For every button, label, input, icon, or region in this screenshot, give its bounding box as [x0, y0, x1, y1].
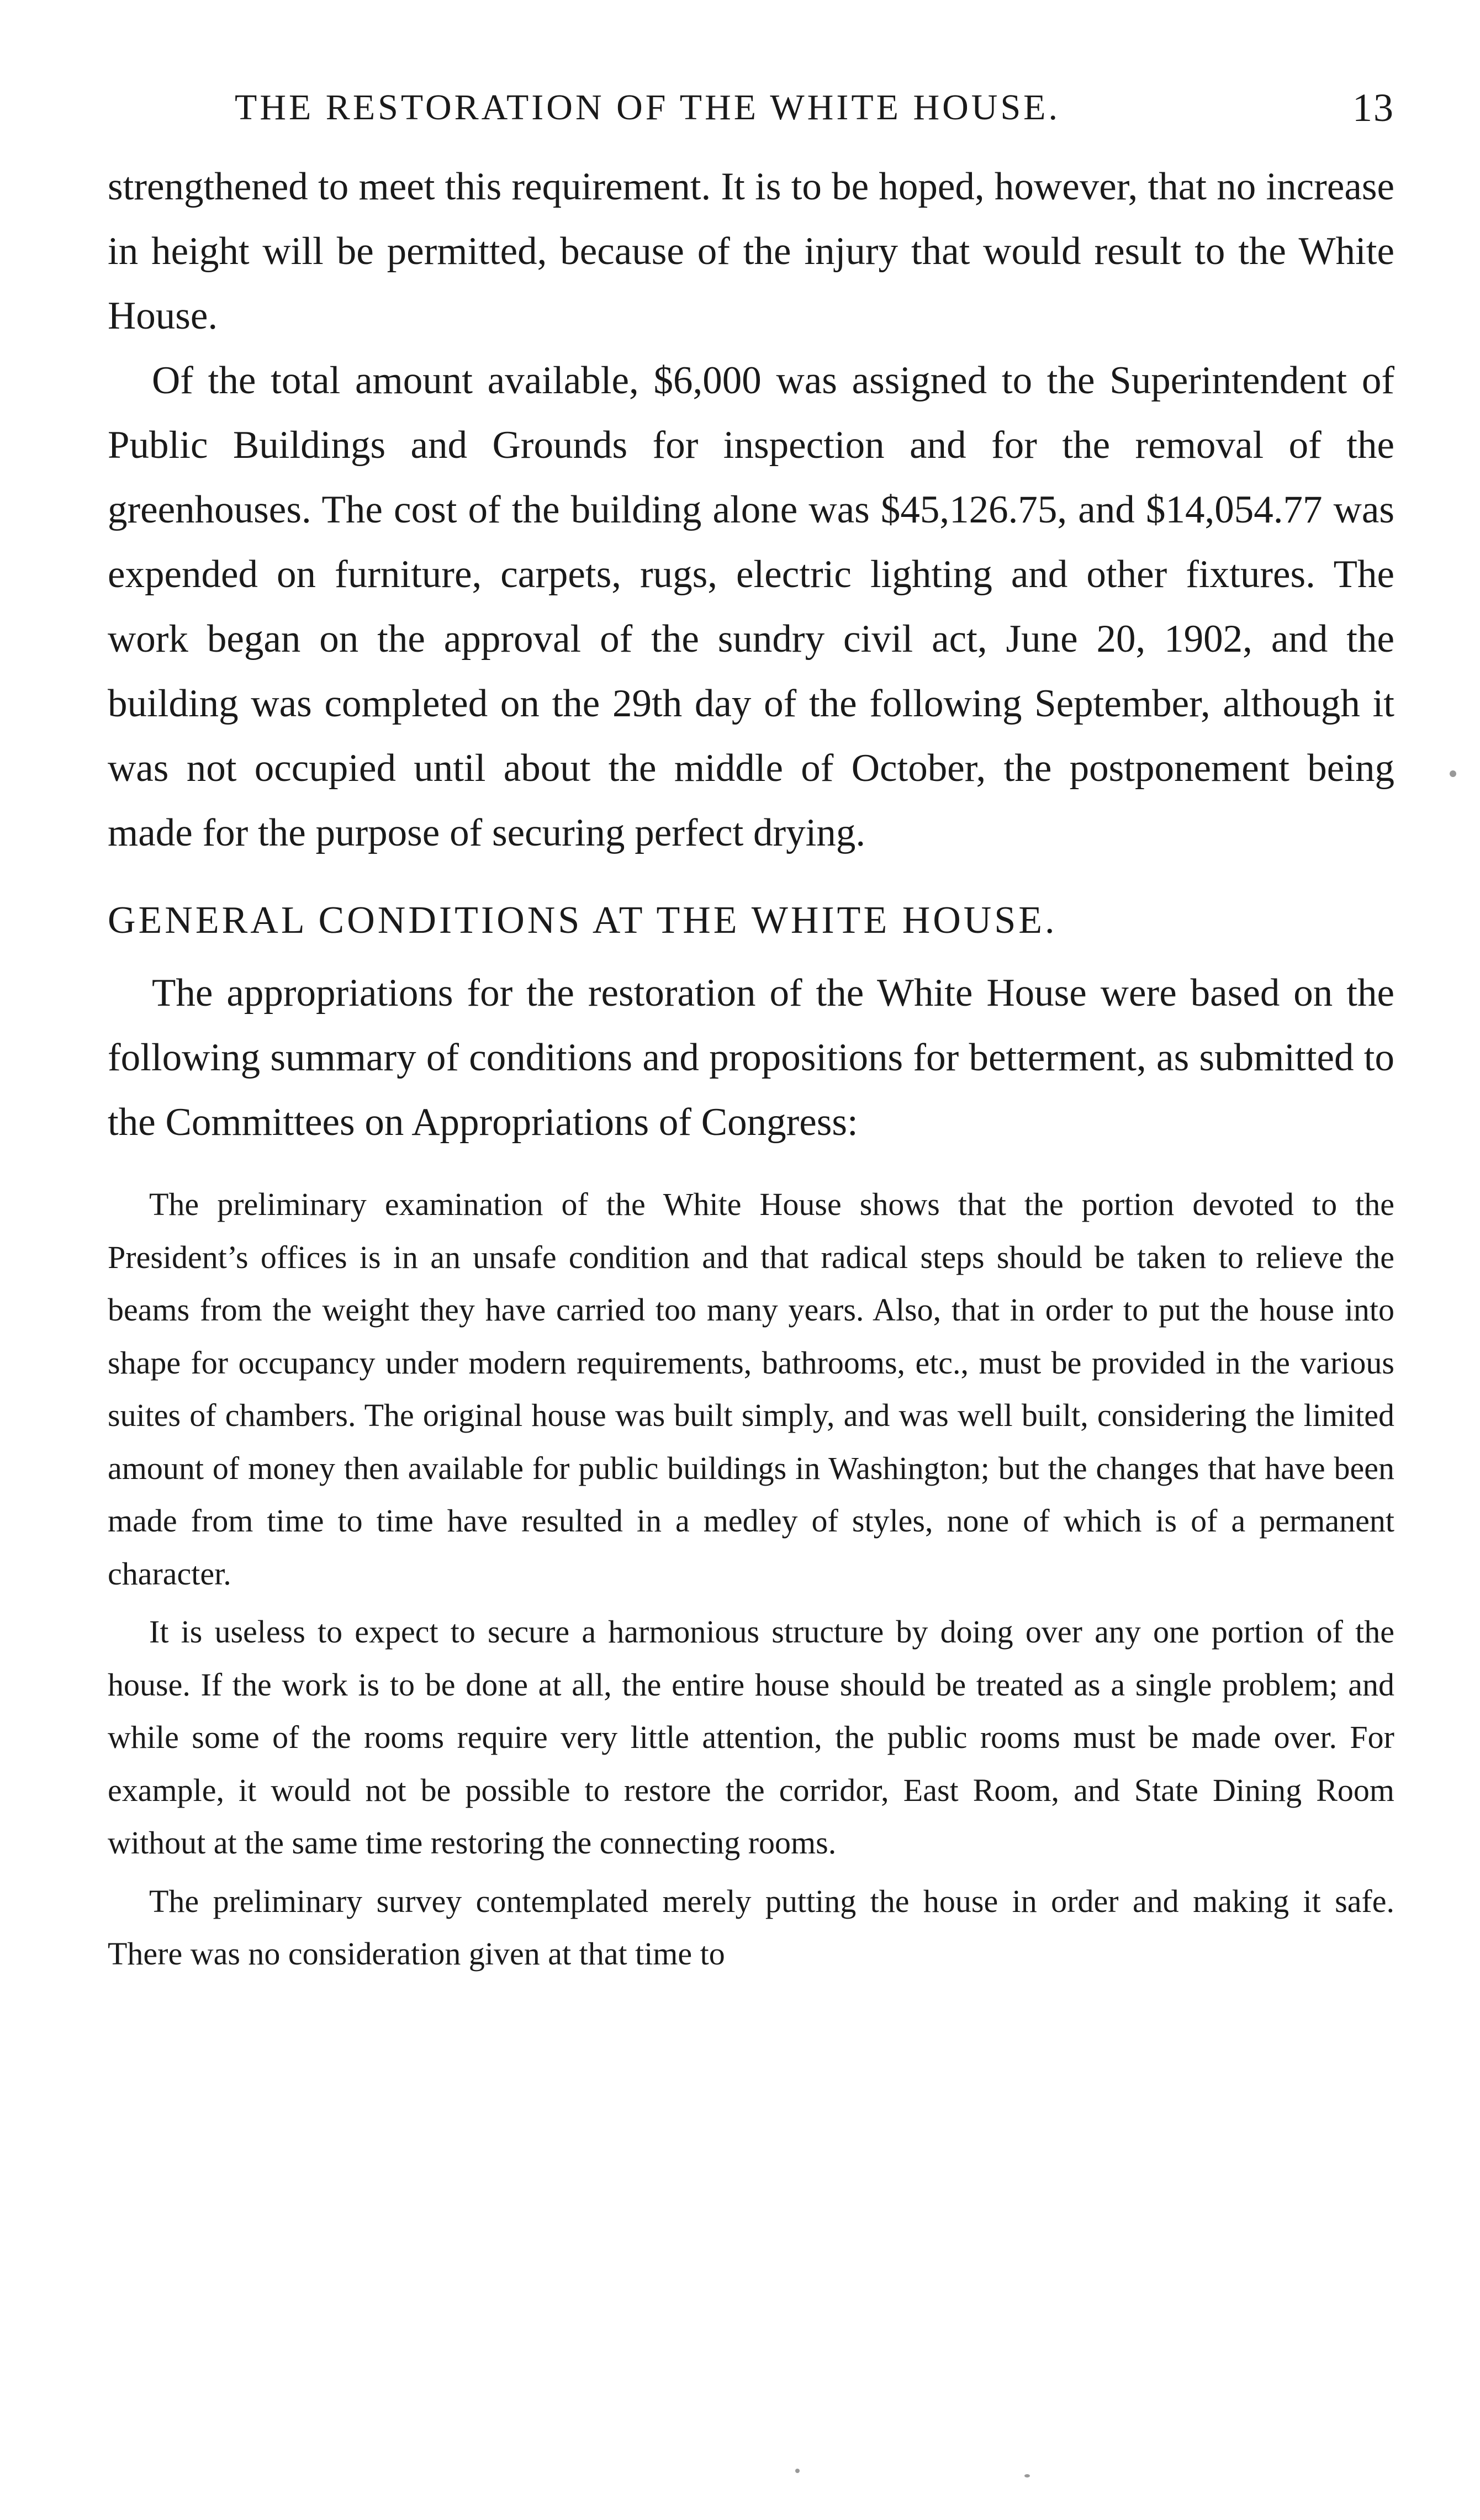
- page-number: 13: [1352, 86, 1394, 130]
- ink-speck: [795, 2469, 800, 2473]
- quoted-paragraph-examination: The preliminary examination of the White House shows that the portion devoted to the President’s offices is in an unsafe condition and that radical steps should be taken to relieve the beams from the weight they have carried too many years. Also, that in order to put the house into shape for occupancy under modern requirements, bathrooms, etc., must be provided in the various suites of chambers. The original house was built simply, and was well built, considering the limited amount of money then available for public buildings in Washington; but the changes that have been made from time to time have resulted in a medley of styles, none of which is of a permanent character.: [108, 1186, 1394, 1592]
- section-intro-block: [108, 961, 1394, 1155]
- quoted-paragraph-harmonious: It is useless to expect to secure a harmonious structure by doing over any one portion of the house. If the work is to be done at all, the entire house should be treated as a single problem; and while some of the rooms require very little attention, the public rooms must be made over. For example, it would not be possible to restore the corridor, East Room, and State Dining Room without at the same time restoring the connecting rooms.: [108, 1614, 1394, 1861]
- running-title: THE RESTORATION OF THE WHITE HOUSE.: [235, 87, 1060, 128]
- section-intro-paragraph: The appropriations for the restoration of the White House were based on the following summary of conditions and propositions for betterment, as submitted to the Committees on Appropriations of Congress:: [108, 971, 1394, 1144]
- quoted-summary: [108, 1178, 1394, 1980]
- quoted-paragraph-survey: The preliminary survey contemplated merely putting the house in order and making it safe. There was no consideration given at that time to: [108, 1883, 1394, 1972]
- section-heading: GENERAL CONDITIONS AT THE WHITE HOUSE.: [108, 899, 1058, 942]
- body-paragraph-continued: strengthened to meet this requirement. It is to be hoped, however, that no increase in height will be permitted, because of the injury that would result to the White House.: [108, 165, 1394, 337]
- running-head: [108, 83, 1394, 133]
- body-paragraph-costs: Of the total amount available, $6,000 was assigned to the Superintendent of Public Buildings and Grounds for inspection and for the removal of the greenhouses. The cost of the building alone was $45,126.75, and $14,054.77 was expended on furniture, carpets, rugs, electric lighting and other fixtures. The work began on the approval of the sundry civil act, June 20, 1902, and the building was completed on the 29th day of the following September, although it was not occupied until about the middle of October, the postponement being made for the purpose of securing perfect drying.: [108, 359, 1394, 854]
- body-text: [108, 155, 1394, 865]
- ink-speck: [1450, 770, 1456, 777]
- ink-speck: [1024, 2474, 1030, 2477]
- book-page: [108, 83, 1394, 1980]
